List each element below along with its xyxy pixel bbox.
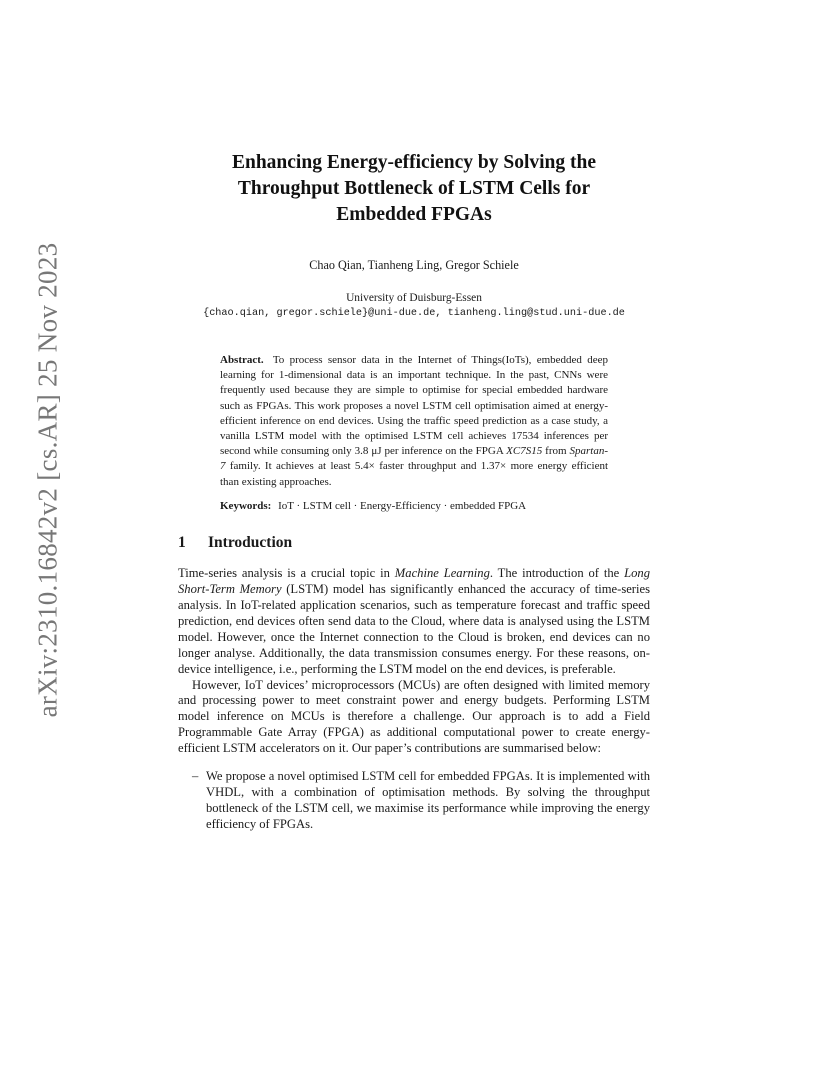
abstract-text-3: family. It achieves at least 5.4× faster throughput and 1.37× more energy efficient than existing approaches. bbox=[220, 460, 609, 488]
list-item bbox=[192, 769, 650, 833]
arxiv-identifier: arXiv:2310.16842v2 [cs.AR] 25 Nov 2023 bbox=[32, 242, 63, 718]
author-emails: {chao.qian, gregor.schiele}@uni-due.de, tianheng.ling@stud.uni-due.de bbox=[203, 308, 625, 319]
abstract-text-2: from bbox=[545, 445, 567, 458]
paper-page bbox=[178, 150, 650, 833]
author-list: Chao Qian, Tianheng Ling, Gregor Schiele bbox=[309, 258, 519, 272]
abstract-text-1: To process sensor data in the Internet of Things(IoTs), embedded deep learning for 1-dimensional data is an important technique. In the past, CNNs were frequently used because they are simple to optimise for special embedded hardware such as FPGAs. This work proposes a novel LSTM cell optimisation aimed at energy-efficient inference on end devices. Using the traffic speed prediction as a case study, a vanilla LSTM model with the optimised LSTM cell achieves 17534 inferences per second while consuming only 3.8 μJ per inference on the FPGA bbox=[220, 354, 608, 458]
title-line-2: Throughput Bottleneck of LSTM Cells for bbox=[237, 178, 591, 199]
keywords-text: IoT · LSTM cell · Energy-Efficiency · embedded FPGA bbox=[278, 499, 527, 512]
abstract-label: Abstract. bbox=[220, 354, 264, 366]
list-dash: – bbox=[192, 769, 199, 784]
intro-paragraph-2: However, IoT devices’ microprocessors (MCUs) are often designed with limited memory and processing power to meet constraint power and energy budgets. Performing LSTM model inference on MCUs is therefore a challenge. Our approach is to add a Field Programmable Gate Array (FPGA) as additional computational power to create energy-efficient LSTM accelerators on it. Our paper’s contributions are summarised below: bbox=[178, 677, 650, 756]
title-line-1: Enhancing Energy-efficiency by Solving the bbox=[231, 152, 597, 173]
contribution-list bbox=[178, 769, 650, 833]
list-item-text: We propose a novel optimised LSTM cell for embedded FPGAs. It is implemented with VHDL, with a combination of optimisation methods. By solving the throughput bottleneck of the LSTM cell, we maximise its performance while improving the energy efficiency of FPGAs. bbox=[206, 769, 650, 832]
keywords-label: Keywords: bbox=[220, 499, 272, 512]
intro-p1-text-b: . The introduction of the bbox=[489, 565, 620, 580]
intro-p1-ml: Machine Learning bbox=[394, 565, 490, 580]
section-number: 1 bbox=[178, 533, 186, 551]
section-title: Introduction bbox=[208, 533, 293, 551]
abstract-fpga-model: XC7S15 bbox=[506, 445, 543, 458]
abstract-fpga-family: Spartan-7 bbox=[220, 445, 608, 473]
keywords bbox=[220, 500, 608, 512]
section-heading bbox=[178, 534, 650, 552]
arxiv-sidebar-stamp bbox=[28, 242, 68, 718]
intro-p1-lstm: Long Short-Term Memory bbox=[178, 565, 650, 596]
affiliation: University of Duisburg-Essen bbox=[346, 292, 482, 304]
paper-title bbox=[178, 150, 650, 228]
intro-paragraph-1 bbox=[178, 566, 650, 678]
intro-p1-text-c: (LSTM) model has significantly enhanced the accuracy of time-series analysis. In IoT-related application scenarios, such as temperature forecast and traffic speed prediction, end devices often send data to the Cloud, where data is analysed using the LSTM model. However, once the Internet connection to the Cloud is broken, end devices can no longer analyse. Additionally, the data transmission consumes energy. For these reasons, on-device intelligence, i.e., performing the LSTM model on the end devices, is preferable. bbox=[178, 581, 650, 676]
abstract bbox=[220, 353, 608, 490]
title-line-3: Embedded FPGAs bbox=[336, 204, 492, 225]
intro-p1-text-a: Time-series analysis is a crucial topic in bbox=[178, 565, 390, 580]
